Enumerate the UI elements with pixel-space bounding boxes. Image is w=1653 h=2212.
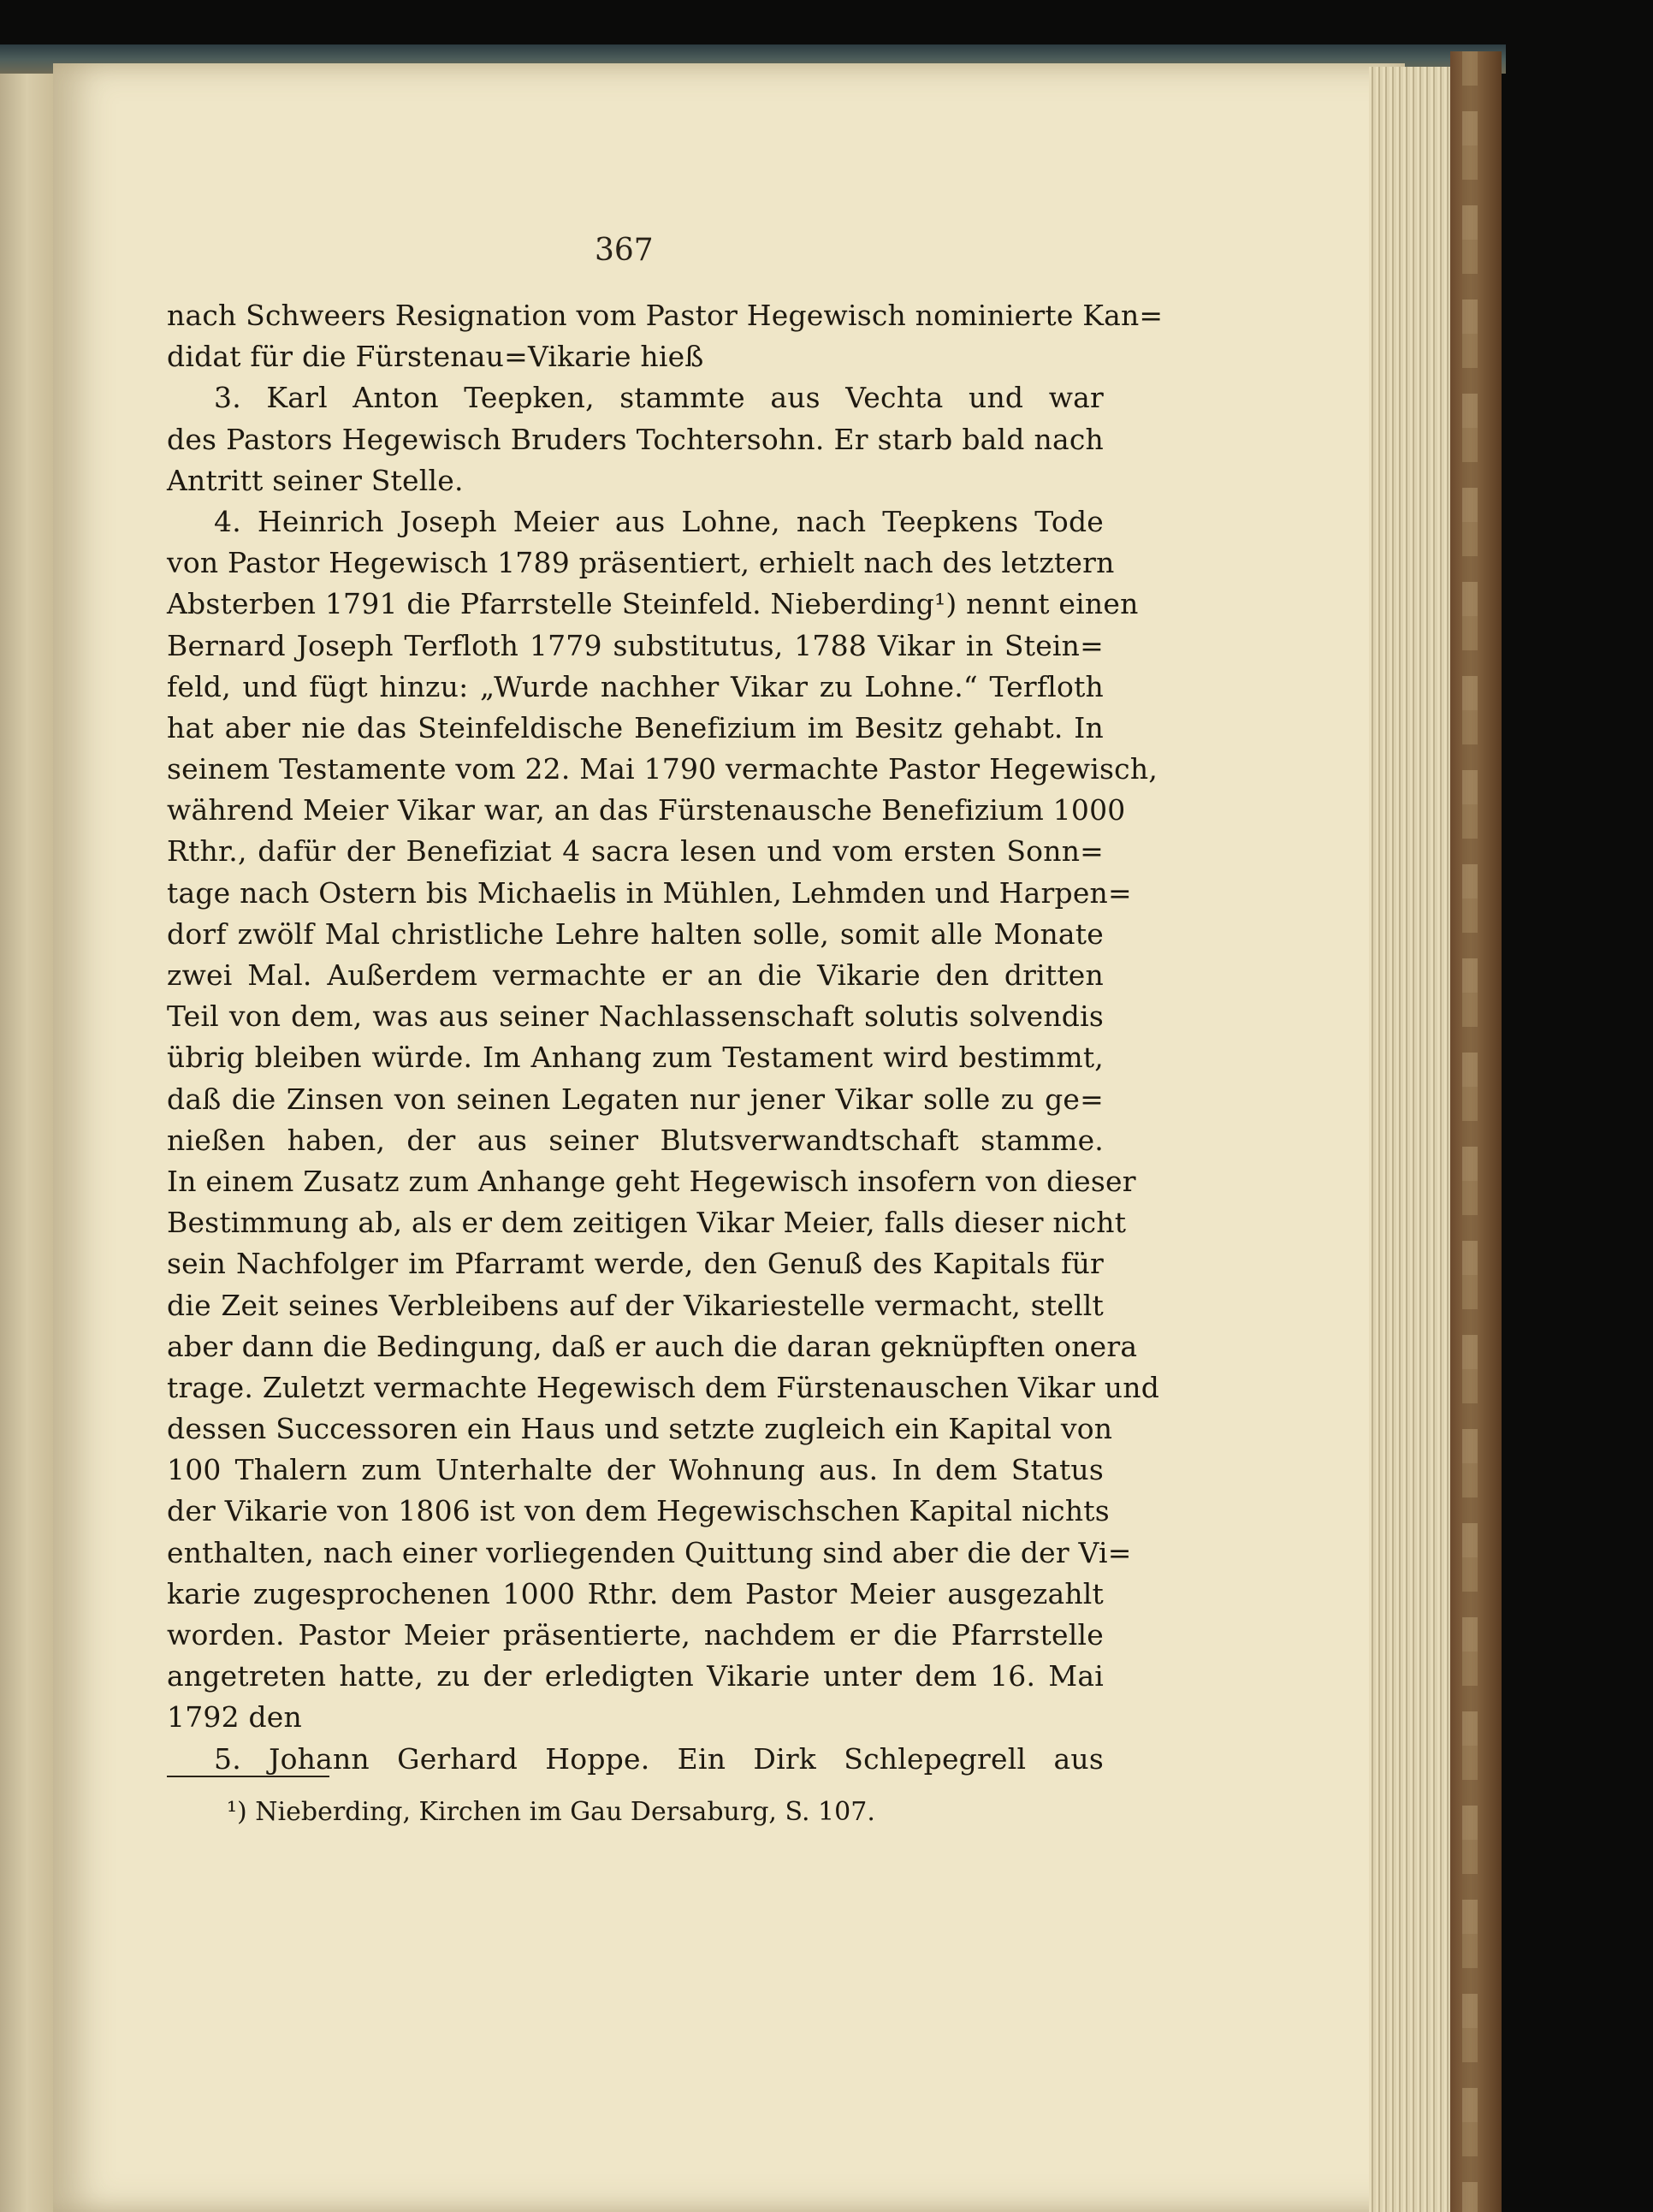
- footnote: ¹) Nieberding, Kirchen im Gau Dersaburg, S. 107.: [227, 1797, 875, 1827]
- text-line: hat aber nie das Steinfeldische Benefizium im Besitz gehabt. In: [167, 710, 1104, 744]
- text-line: dessen Successoren ein Haus und setzte zugleich ein Kapital von: [167, 1412, 1113, 1446]
- text-line: 4. Heinrich Joseph Meier aus Lohne, nach Teepkens Tode: [214, 504, 1104, 538]
- text-line: seinem Testamente vom 22. Mai 1790 vermachte Pastor Hegewisch,: [167, 752, 1158, 786]
- text-line: karie zugesprochenen 1000 Rthr. dem Pastor Meier ausgezahlt: [167, 1576, 1104, 1610]
- text-line: Teil von dem, was aus seiner Nachlassenschaft solutis solvendis: [167, 999, 1104, 1034]
- text-line: feld, und fügt hinzu: „Wurde nachher Vikar zu Lohne.“ Terfloth: [167, 669, 1104, 703]
- text-line: während Meier Vikar war, an das Fürstenausche Benefizium 1000: [167, 793, 1126, 827]
- text-line: nach Schweers Resignation vom Pastor Hegewisch nominierte Kan=: [167, 299, 1164, 332]
- text-line: didat für die Fürstenau=Vikarie hieß: [167, 340, 704, 374]
- text-line: 100 Thalern zum Unterhalte der Wohnung aus. In dem Status: [167, 1453, 1104, 1487]
- text-line: 1792 den: [167, 1700, 302, 1735]
- text-line: Rthr., dafür der Benefiziat 4 sacra lesen und vom ersten Sonn=: [167, 834, 1104, 869]
- text-line: Bestimmung ab, als er dem zeitigen Vikar Meier, falls dieser nicht: [167, 1206, 1127, 1240]
- text-line: enthalten, nach einer vorliegenden Quittung sind aber die der Vi=: [167, 1535, 1132, 1569]
- text-line: zwei Mal. Außerdem vermachte er an die Vikarie den dritten: [167, 958, 1104, 992]
- left-page-edge: [0, 60, 60, 2212]
- text-line: 5. Johann Gerhard Hoppe. Ein Dirk Schlepegrell aus: [214, 1741, 1104, 1776]
- text-line: der Vikarie von 1806 ist von dem Hegewischschen Kapital nichts: [167, 1494, 1110, 1528]
- text-line: tage nach Ostern bis Michaelis in Mühlen, Lehmden und Harpen=: [167, 875, 1132, 910]
- text-line: daß die Zinsen von seinen Legaten nur jener Vikar solle zu ge=: [167, 1082, 1104, 1116]
- text-line: von Pastor Hegewisch 1789 präsentiert, erhielt nach des letztern: [167, 546, 1115, 580]
- text-line: dorf zwölf Mal christliche Lehre halten solle, somit alle Monate: [167, 916, 1104, 951]
- text-line: aber dann die Bedingung, daß er auch die daran geknüpften onera: [167, 1329, 1138, 1363]
- text-line: des Pastors Hegewisch Bruders Tochtersohn. Er starb bald nach: [167, 422, 1104, 456]
- text-line: nießen haben, der aus seiner Blutsverwandtschaft stamme.: [167, 1123, 1104, 1157]
- page-number: 367: [595, 233, 654, 268]
- text-line: Bernard Joseph Terfloth 1779 substitutus, 1788 Vikar in Stein=: [167, 628, 1104, 662]
- text-line: In einem Zusatz zum Anhange geht Hegewisch insofern von dieser: [167, 1164, 1136, 1198]
- footnote-rule: [167, 1776, 329, 1777]
- book-cover-edge: [1450, 51, 1502, 2212]
- text-line: Antritt seiner Stelle.: [167, 463, 464, 497]
- text-line: angetreten hatte, zu der erledigten Vikarie unter dem 16. Mai: [167, 1659, 1104, 1693]
- text-line: Absterben 1791 die Pfarrstelle Steinfeld. Nieberding¹) nennt einen: [167, 587, 1139, 621]
- text-line: trage. Zuletzt vermachte Hegewisch dem Fürstenauschen Vikar und: [167, 1370, 1160, 1404]
- page-fore-edge: [1369, 67, 1450, 2212]
- text-line: übrig bleiben würde. Im Anhang zum Testament wird bestimmt,: [167, 1041, 1104, 1075]
- text-line: die Zeit seines Verbleibens auf der Vikariestelle vermacht, stellt: [167, 1288, 1104, 1322]
- text-line: sein Nachfolger im Pfarramt werde, den Genuß des Kapitals für: [167, 1247, 1104, 1281]
- body-text: [167, 295, 1164, 1780]
- text-line: 3. Karl Anton Teepken, stammte aus Vechta und war: [214, 381, 1104, 415]
- text-line: worden. Pastor Meier präsentierte, nachdem er die Pfarrstelle: [167, 1618, 1104, 1652]
